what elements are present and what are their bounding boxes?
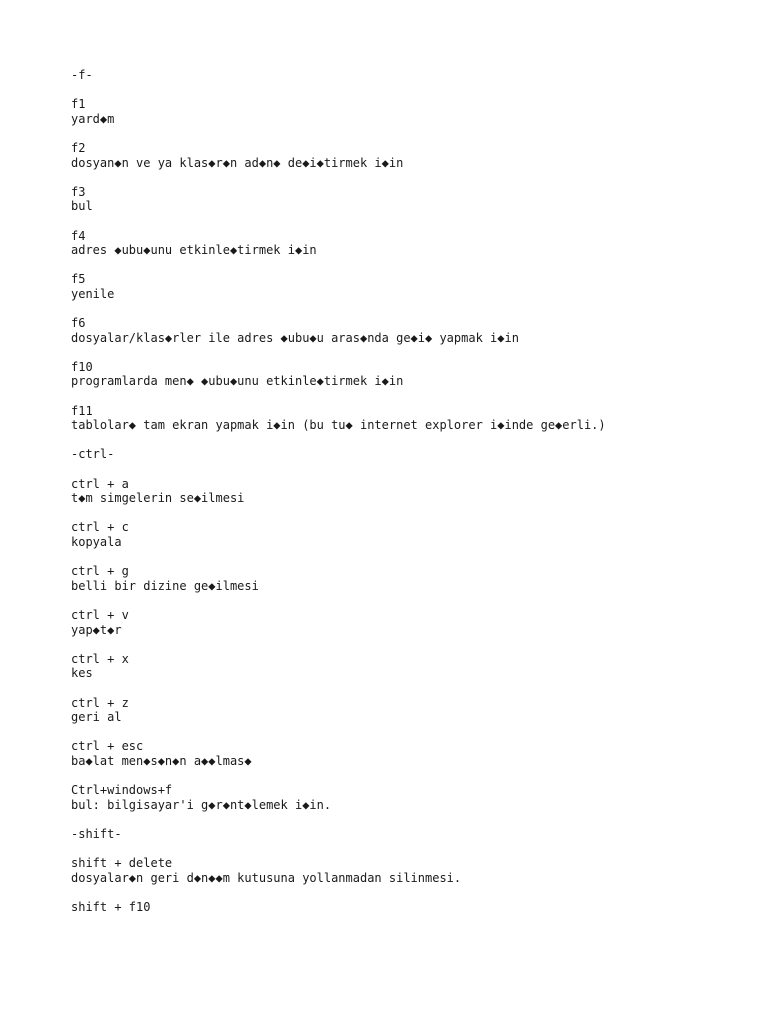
- block-description: geri al: [71, 710, 122, 725]
- text-block: [71, 900, 751, 915]
- block-description: kes: [71, 666, 93, 681]
- text-block: [71, 272, 751, 301]
- text-block: [71, 696, 751, 725]
- block-description: yap◆t◆r: [71, 622, 122, 637]
- text-block: [71, 316, 751, 345]
- block-heading: ctrl + v: [71, 607, 129, 622]
- block-heading: f6: [71, 316, 86, 331]
- block-heading: f1: [71, 97, 86, 112]
- block-heading: ctrl + z: [71, 695, 129, 710]
- block-heading: Ctrl+windows+f: [71, 783, 173, 798]
- block-heading: f2: [71, 140, 86, 155]
- block-heading: ctrl + esc: [71, 739, 144, 754]
- text-block: [71, 856, 751, 885]
- block-description: kopyala: [71, 535, 122, 549]
- text-block: [71, 68, 751, 83]
- block-heading: ctrl + g: [71, 564, 129, 579]
- block-description: programlarda men◆ ◆ubu◆unu etkinle◆tirmek i◆in: [71, 374, 404, 389]
- block-heading: f11: [71, 403, 93, 418]
- text-block: [71, 185, 751, 214]
- text-block: [71, 404, 751, 433]
- text-block: [71, 97, 751, 126]
- text-block: [71, 739, 751, 768]
- block-heading: f3: [71, 184, 86, 199]
- block-heading: ctrl + x: [71, 651, 129, 666]
- block-description: tablolar◆ tam ekran yapmak i◆in (bu tu◆ internet explorer i◆inde ge◆erli.): [71, 418, 606, 433]
- block-description: dosyan◆n ve ya klas◆r◆n ad◆n◆ de◆i◆tirmek i◆in: [71, 155, 404, 170]
- block-description: belli bir dizine ge◆ilmesi: [71, 578, 259, 593]
- text-block: [71, 141, 751, 170]
- block-description: t◆m simgelerin se◆ilmesi: [71, 491, 245, 506]
- block-description: bul: [71, 199, 93, 214]
- block-heading: -shift-: [71, 826, 122, 841]
- block-description: adres ◆ubu◆unu etkinle◆tirmek i◆in: [71, 243, 317, 258]
- block-heading: f4: [71, 228, 86, 243]
- block-heading: f10: [71, 359, 93, 374]
- text-block: [71, 229, 751, 258]
- block-heading: shift + f10: [71, 899, 151, 914]
- block-description: dosyalar/klas◆rler ile adres ◆ubu◆u aras◆nda ge◆i◆ yapmak i◆in: [71, 330, 519, 345]
- text-block: [71, 360, 751, 389]
- text-block: [71, 608, 751, 637]
- text-block: [71, 783, 751, 812]
- block-heading: shift + delete: [71, 856, 173, 871]
- block-description: ba◆lat men◆s◆n◆n a◆◆lmas◆: [71, 753, 252, 768]
- block-description: bul: bilgisayar'i g◆r◆nt◆lemek i◆in.: [71, 797, 332, 812]
- block-heading: f5: [71, 272, 86, 287]
- block-description: dosyalar◆n geri d◆n◆◆m kutusuna yollanmadan silinmesi.: [71, 870, 462, 885]
- block-heading: -f-: [71, 68, 93, 82]
- block-description: yard◆m: [71, 111, 115, 126]
- block-heading: ctrl + a: [71, 476, 129, 491]
- block-heading: -ctrl-: [71, 447, 115, 462]
- block-description: yenile: [71, 286, 115, 301]
- text-block: [71, 564, 751, 593]
- text-block: [71, 447, 751, 462]
- document-page: [71, 68, 751, 929]
- block-heading: ctrl + c: [71, 520, 129, 535]
- text-block: [71, 827, 751, 842]
- text-block: [71, 652, 751, 681]
- text-block: [71, 477, 751, 506]
- text-block: [71, 520, 751, 549]
